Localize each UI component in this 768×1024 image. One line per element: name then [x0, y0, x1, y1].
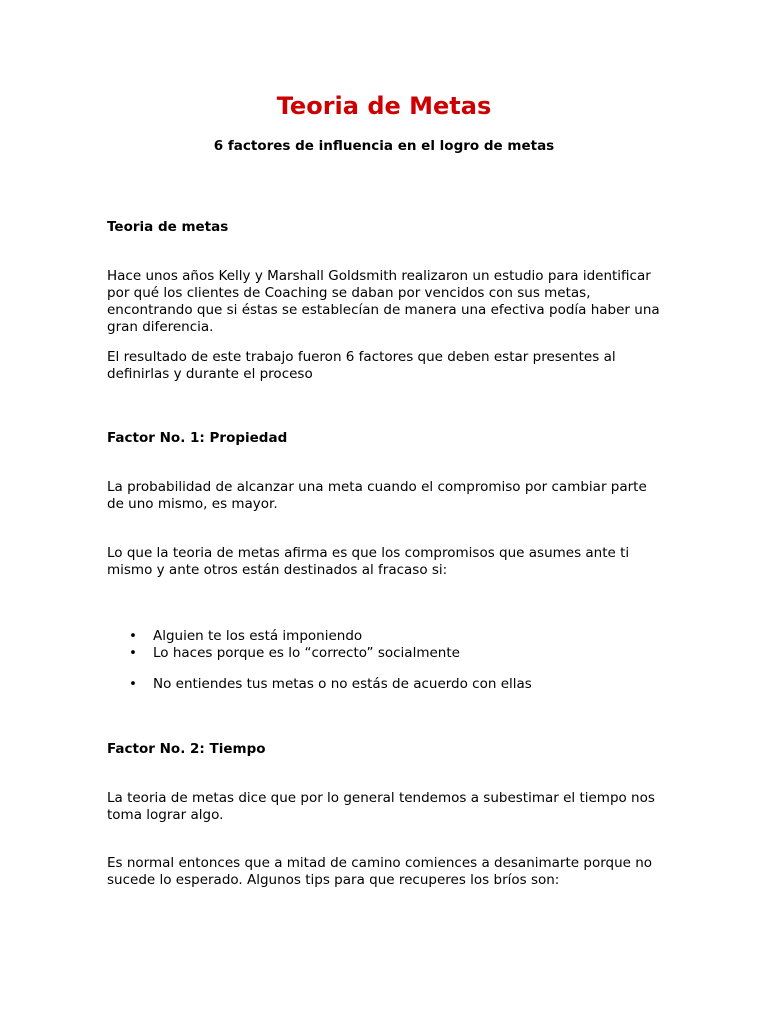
factor2-paragraph2: Es normal entonces que a mitad de camino comiences a desanimarte porque no sucede lo esperado. Algunos tips para que recuperes los bríos son: — [107, 855, 653, 888]
document-subtitle: 6 factores de influencia en el logro de metas — [213, 138, 555, 154]
list-item-text: Lo haces porque es lo “correcto” socialmente — [153, 645, 460, 661]
factor1-paragraph1: La probabilidad de alcanzar una meta cuando el compromiso por cambiar parte de uno mismo, es mayor. — [107, 479, 647, 512]
factor1-bullet-list — [107, 628, 667, 693]
factor1-paragraph2: Lo que la teoria de metas afirma es que los compromisos que asumes ante ti mismo y ante otros están destinados al fracaso si: — [107, 545, 630, 578]
list-item — [107, 645, 667, 662]
bullet-icon: • — [129, 628, 137, 644]
document-title: Teoria de Metas — [276, 92, 492, 120]
list-item-text: Alguien te los está imponiendo — [153, 628, 363, 644]
factor2-paragraph1: La teoria de metas dice que por lo general tendemos a subestimar el tiempo nos toma lograr algo. — [107, 790, 655, 823]
factor2-heading: Factor No. 2: Tiempo — [107, 741, 266, 757]
intro-paragraph: Hace unos años Kelly y Marshall Goldsmith realizaron un estudio para identificar por qué los clientes de Coaching se daban por vencidos con sus metas, encontrando que si éstas se establecían de manera una efectiva podía haber una gran diferencia. — [107, 268, 660, 335]
list-item — [107, 628, 667, 645]
list-item-text: No entiendes tus metas o no estás de acuerdo con ellas — [153, 676, 532, 692]
factor1-heading: Factor No. 1: Propiedad — [107, 430, 288, 446]
bullet-icon: • — [129, 645, 137, 661]
result-paragraph: El resultado de este trabajo fueron 6 factores que deben estar presentes al definirlas y durante el proceso — [107, 349, 616, 382]
bullet-icon: • — [129, 676, 137, 692]
list-item — [107, 676, 667, 693]
section-heading: Teoria de metas — [107, 219, 229, 235]
